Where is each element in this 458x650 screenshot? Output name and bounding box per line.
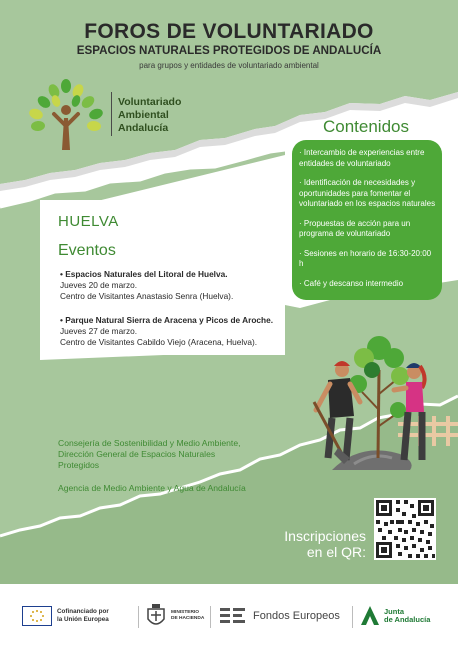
registration-label <box>266 528 366 560</box>
page-tagline: para grupos y entidades de voluntariado ambiental <box>139 61 319 70</box>
footer-divider <box>138 606 139 628</box>
institution-consejeria: Consejería de Sostenibilidad y Medio Ambiente, Dirección General de Espacios Naturales Protegidos <box>58 438 241 470</box>
event-date: Jueves 20 de marzo. <box>60 280 138 290</box>
contenidos-item: · Sesiones en horario de 16:30-20:00 h <box>299 248 432 268</box>
junta-line-1: Junta <box>384 606 405 616</box>
event-item <box>60 315 273 348</box>
event-name: • Espacios Naturales del Litoral de Huelva. <box>60 269 228 279</box>
contenidos-box <box>292 140 442 300</box>
eu-line-1: Cofinanciado por <box>57 608 109 615</box>
eu-line-2: la Unión Europea <box>57 616 109 623</box>
coat-of-arms-icon <box>145 603 167 629</box>
logo-line-2: Ambiental <box>118 109 169 121</box>
hacienda-line-1: MINISTERIO <box>171 610 199 615</box>
footer-divider <box>210 606 211 628</box>
logo-line-3: Andalucía <box>118 122 169 134</box>
contenidos-item: · Café y descanso intermedio <box>299 278 404 288</box>
fondos-europeos-logo <box>218 596 340 636</box>
fondos-text: Fondos Europeos <box>253 610 340 622</box>
logo-line-1: Voluntariado <box>118 96 182 108</box>
volunteers-planting-illustration <box>300 330 458 480</box>
page-title: FOROS DE VOLUNTARIADO <box>84 20 374 43</box>
contenidos-item: · Identificación de necesidades y oportunidades para fomentar el voluntariado en los espacios naturales <box>299 178 436 208</box>
institution-agencia: Agencia de Medio Ambiente y Agua de Andalucía <box>58 483 246 493</box>
hacienda-line-2: DE HACIENDA <box>171 616 205 621</box>
contenidos-title: Contenidos <box>322 117 409 136</box>
event-name: • Parque Natural Sierra de Aracena y Picos de Aroche. <box>60 315 274 325</box>
fondos-europeos-icon <box>218 604 248 628</box>
contenidos-item: · Propuestas de acción para un programa de voluntariado <box>299 218 411 238</box>
event-place: Centro de Visitantes Cabildo Viejo (Aracena, Huelva). <box>60 337 258 347</box>
contenidos-item: · Intercambio de experiencias entre entidades de voluntariado <box>299 148 425 168</box>
registration-line-2: en el QR: <box>306 544 366 560</box>
qr-code-icon[interactable] <box>374 498 436 560</box>
logo-text <box>118 96 181 135</box>
event-item <box>60 269 233 302</box>
hacienda-text <box>171 610 204 622</box>
ministerio-hacienda-logo <box>145 596 204 636</box>
junta-andalucia-icon <box>360 605 380 627</box>
eu-text <box>57 608 109 624</box>
man-with-shovel <box>314 361 360 464</box>
eu-cofinancing-logo <box>22 596 109 636</box>
footer-logos <box>0 596 458 636</box>
registration-line-1: Inscripciones <box>284 528 366 544</box>
junta-line-2: de Andalucía <box>384 615 431 624</box>
region-heading: HUELVA <box>58 213 119 230</box>
event-place: Centro de Visitantes Anastasio Senra (Huelva). <box>60 291 234 301</box>
tree-person-icon <box>26 76 106 156</box>
footer-divider <box>352 606 353 628</box>
page-subtitle: ESPACIOS NATURALES PROTEGIDOS DE ANDALUCÍA <box>76 44 382 57</box>
eu-flag-icon <box>22 606 52 626</box>
events-title: Eventos <box>58 242 116 259</box>
logo-divider <box>111 92 112 136</box>
event-date: Jueves 27 de marzo. <box>60 326 138 336</box>
junta-andalucia-logo <box>360 596 430 636</box>
junta-text <box>384 608 430 625</box>
